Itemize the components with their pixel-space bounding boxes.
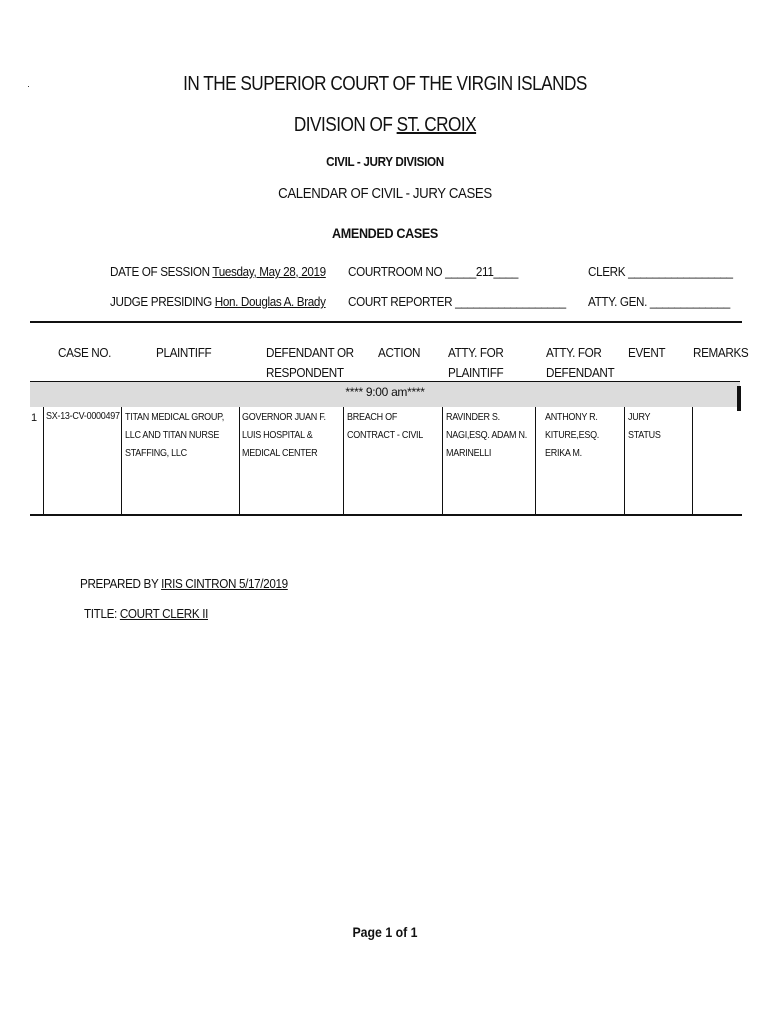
col-defendant — [266, 343, 354, 383]
session-date-value: Tuesday, May 28, 2019 — [212, 264, 326, 279]
reporter-value: __________________ — [455, 294, 566, 309]
col-defendant-line2: RESPONDENT — [266, 365, 344, 380]
stray-mark — [28, 86, 29, 87]
col-atty-defendant — [546, 343, 614, 383]
prepared-title-value: COURT CLERK II — [119, 606, 209, 621]
col-defendant-line1: DEFENDANT OR — [266, 345, 354, 360]
row-case-no: SX-13-CV-0000497 — [46, 411, 120, 422]
col-action: ACTION — [378, 345, 421, 360]
session-date-label: DATE OF SESSION — [110, 264, 213, 279]
courtroom-label: COURTROOM NO — [348, 264, 446, 279]
row-action: BREACH OF CONTRACT - CIVIL — [347, 412, 424, 441]
row-atty-plaintiff: RAVINDER S. NAGI,ESQ. ADAM N. MARINELLI — [446, 412, 527, 459]
courtroom-value: _____211____ — [445, 264, 519, 279]
row-divider — [692, 407, 693, 515]
clerk — [588, 264, 733, 279]
reporter-label: COURT REPORTER — [348, 294, 456, 309]
col-atty-defendant-line2: DEFENDANT — [546, 365, 615, 380]
row-bottom-rule — [30, 514, 742, 516]
session-date — [110, 264, 326, 279]
judge-presiding — [110, 294, 326, 309]
col-event: EVENT — [628, 345, 666, 360]
division-prefix: DIVISION OF — [293, 114, 397, 136]
atty-gen-label: ATTY. GEN. — [588, 294, 650, 309]
clerk-value: _________________ — [628, 264, 733, 279]
division-heading — [54, 114, 716, 137]
prepared-title — [84, 606, 208, 621]
prepared-by — [80, 576, 288, 591]
col-atty-plaintiff — [448, 343, 503, 383]
courtroom — [348, 264, 518, 279]
row-atty-defendant: ANTHONY R. KITURE,ESQ. ERIKA M. — [545, 412, 600, 459]
col-plaintiff: PLAINTIFF — [156, 345, 212, 360]
time-slot-label: **** 9:00 am**** — [345, 385, 425, 399]
col-atty-defendant-line1: ATTY. FOR — [546, 345, 602, 360]
row-number: 1 — [31, 412, 38, 424]
clerk-label: CLERK — [588, 264, 629, 279]
row-defendant: GOVERNOR JUAN F. LUIS HOSPITAL & MEDICAL CENTER — [242, 412, 326, 459]
court-reporter — [348, 294, 566, 309]
band-top-rule — [30, 381, 740, 382]
prepared-title-label: TITLE: — [84, 606, 120, 621]
row-divider — [121, 407, 122, 515]
judge-label: JUDGE PRESIDING — [110, 294, 215, 309]
atty-gen-value: _____________ — [649, 294, 730, 309]
prepared-by-label: PREPARED BY — [80, 576, 162, 591]
division-name: ST. CROIX — [396, 114, 477, 136]
calendar-title: CALENDAR OF CIVIL - JURY CASES — [278, 185, 492, 202]
court-title: IN THE SUPERIOR COURT OF THE VIRGIN ISLANDS — [183, 73, 587, 95]
prepared-by-value: IRIS CINTRON 5/17/2019 — [161, 576, 288, 591]
row-plaintiff: TITAN MEDICAL GROUP, LLC AND TITAN NURSE STAFFING, LLC — [125, 412, 224, 459]
row-border-left — [43, 407, 44, 515]
sub-division: CIVIL - JURY DIVISION — [326, 154, 444, 169]
row-divider — [343, 407, 344, 515]
judge-value: Hon. Douglas A. Brady — [214, 294, 326, 309]
col-case-no: CASE NO. — [58, 345, 112, 360]
row-event: JURY STATUS — [628, 412, 661, 441]
row-divider — [239, 407, 240, 515]
page-number: Page 1 of 1 — [352, 924, 418, 940]
amended-heading: AMENDED CASES — [332, 225, 438, 241]
col-remarks: REMARKS — [693, 345, 749, 360]
row-divider — [624, 407, 625, 515]
col-atty-plaintiff-line2: PLAINTIFF — [448, 365, 504, 380]
col-atty-plaintiff-line1: ATTY. FOR — [448, 345, 504, 360]
atty-gen — [588, 294, 730, 309]
top-rule — [30, 321, 742, 323]
